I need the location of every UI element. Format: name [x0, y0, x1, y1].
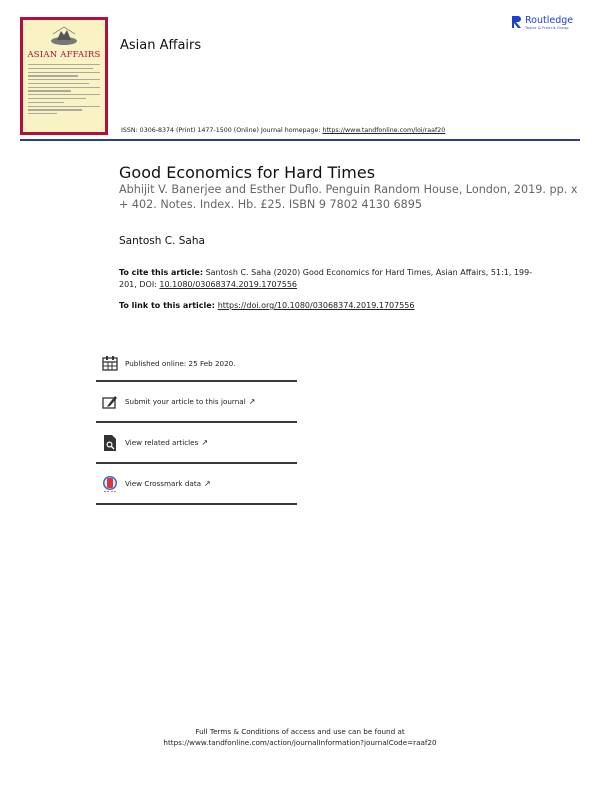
article-author: Santosh C. Saha	[119, 235, 205, 247]
cover-emblem-icon	[49, 26, 79, 46]
journal-name: Asian Affairs	[120, 38, 202, 53]
edit-icon	[100, 392, 120, 412]
doi-link[interactable]: 10.1080/03068374.2019.1707556	[159, 280, 297, 289]
submit-article-link[interactable]: Submit your article to this journal	[125, 397, 246, 406]
publisher-tagline: Taylor & Francis Group	[525, 26, 569, 30]
crossmark-link[interactable]: View Crossmark data	[125, 479, 202, 488]
external-link-icon: ↗	[201, 438, 209, 447]
cite-label: To cite this article:	[119, 268, 204, 277]
crossmark-icon	[100, 474, 120, 494]
publisher-name: Routledge	[525, 15, 574, 26]
publisher-logo	[512, 15, 573, 30]
published-online-item	[96, 346, 297, 382]
crossmark-item[interactable]	[96, 464, 297, 505]
issn-text: ISSN: 0306-8374 (Print) 1477-1500 (Online) Journal homepage:	[121, 127, 323, 134]
journal-cover-image	[20, 17, 108, 135]
article-subtitle: Abhijit V. Banerjee and Esther Duflo. Penguin Random House, London, 2019. pp. x + 402. Notes. Index. Hb. £25. ISBN 9 7802 4130 6895	[119, 183, 578, 211]
link-label: To link to this article:	[119, 301, 218, 310]
cite-text: Santosh C. Saha (2020) Good Economics for Hard Times, Asian Affairs, 51:1, 199-201, DOI:	[119, 268, 533, 289]
cover-text-lines	[28, 64, 100, 117]
related-articles-item[interactable]	[96, 423, 297, 464]
footer	[0, 726, 600, 748]
issn-line	[121, 127, 445, 134]
header-divider	[20, 139, 580, 141]
footer-terms-link[interactable]: https://www.tandfonline.com/action/journalInformation?journalCode=raaf20	[163, 738, 437, 747]
external-link-icon: ↗	[204, 479, 211, 488]
article-info-list	[96, 346, 297, 505]
routledge-r-icon	[512, 15, 522, 29]
cover-title: ASIAN AFFAIRS	[27, 50, 101, 60]
submit-article-item[interactable]	[96, 382, 297, 423]
article-url-link[interactable]: https://doi.org/10.1080/03068374.2019.1707556	[217, 301, 415, 310]
published-online-label: Published online: 25 Feb 2020.	[125, 358, 236, 368]
external-link-icon: ↗	[248, 397, 256, 406]
document-search-icon	[100, 433, 120, 453]
related-articles-link[interactable]: View related articles	[125, 438, 199, 447]
article-title: Good Economics for Hard Times	[119, 163, 376, 182]
footer-terms-text: Full Terms & Conditions of access and use can be found at	[195, 727, 405, 736]
citation	[119, 267, 539, 291]
article-link	[119, 301, 415, 310]
calendar-icon	[100, 353, 120, 373]
journal-homepage-link[interactable]: https://www.tandfonline.com/loi/raaf20	[322, 127, 446, 134]
